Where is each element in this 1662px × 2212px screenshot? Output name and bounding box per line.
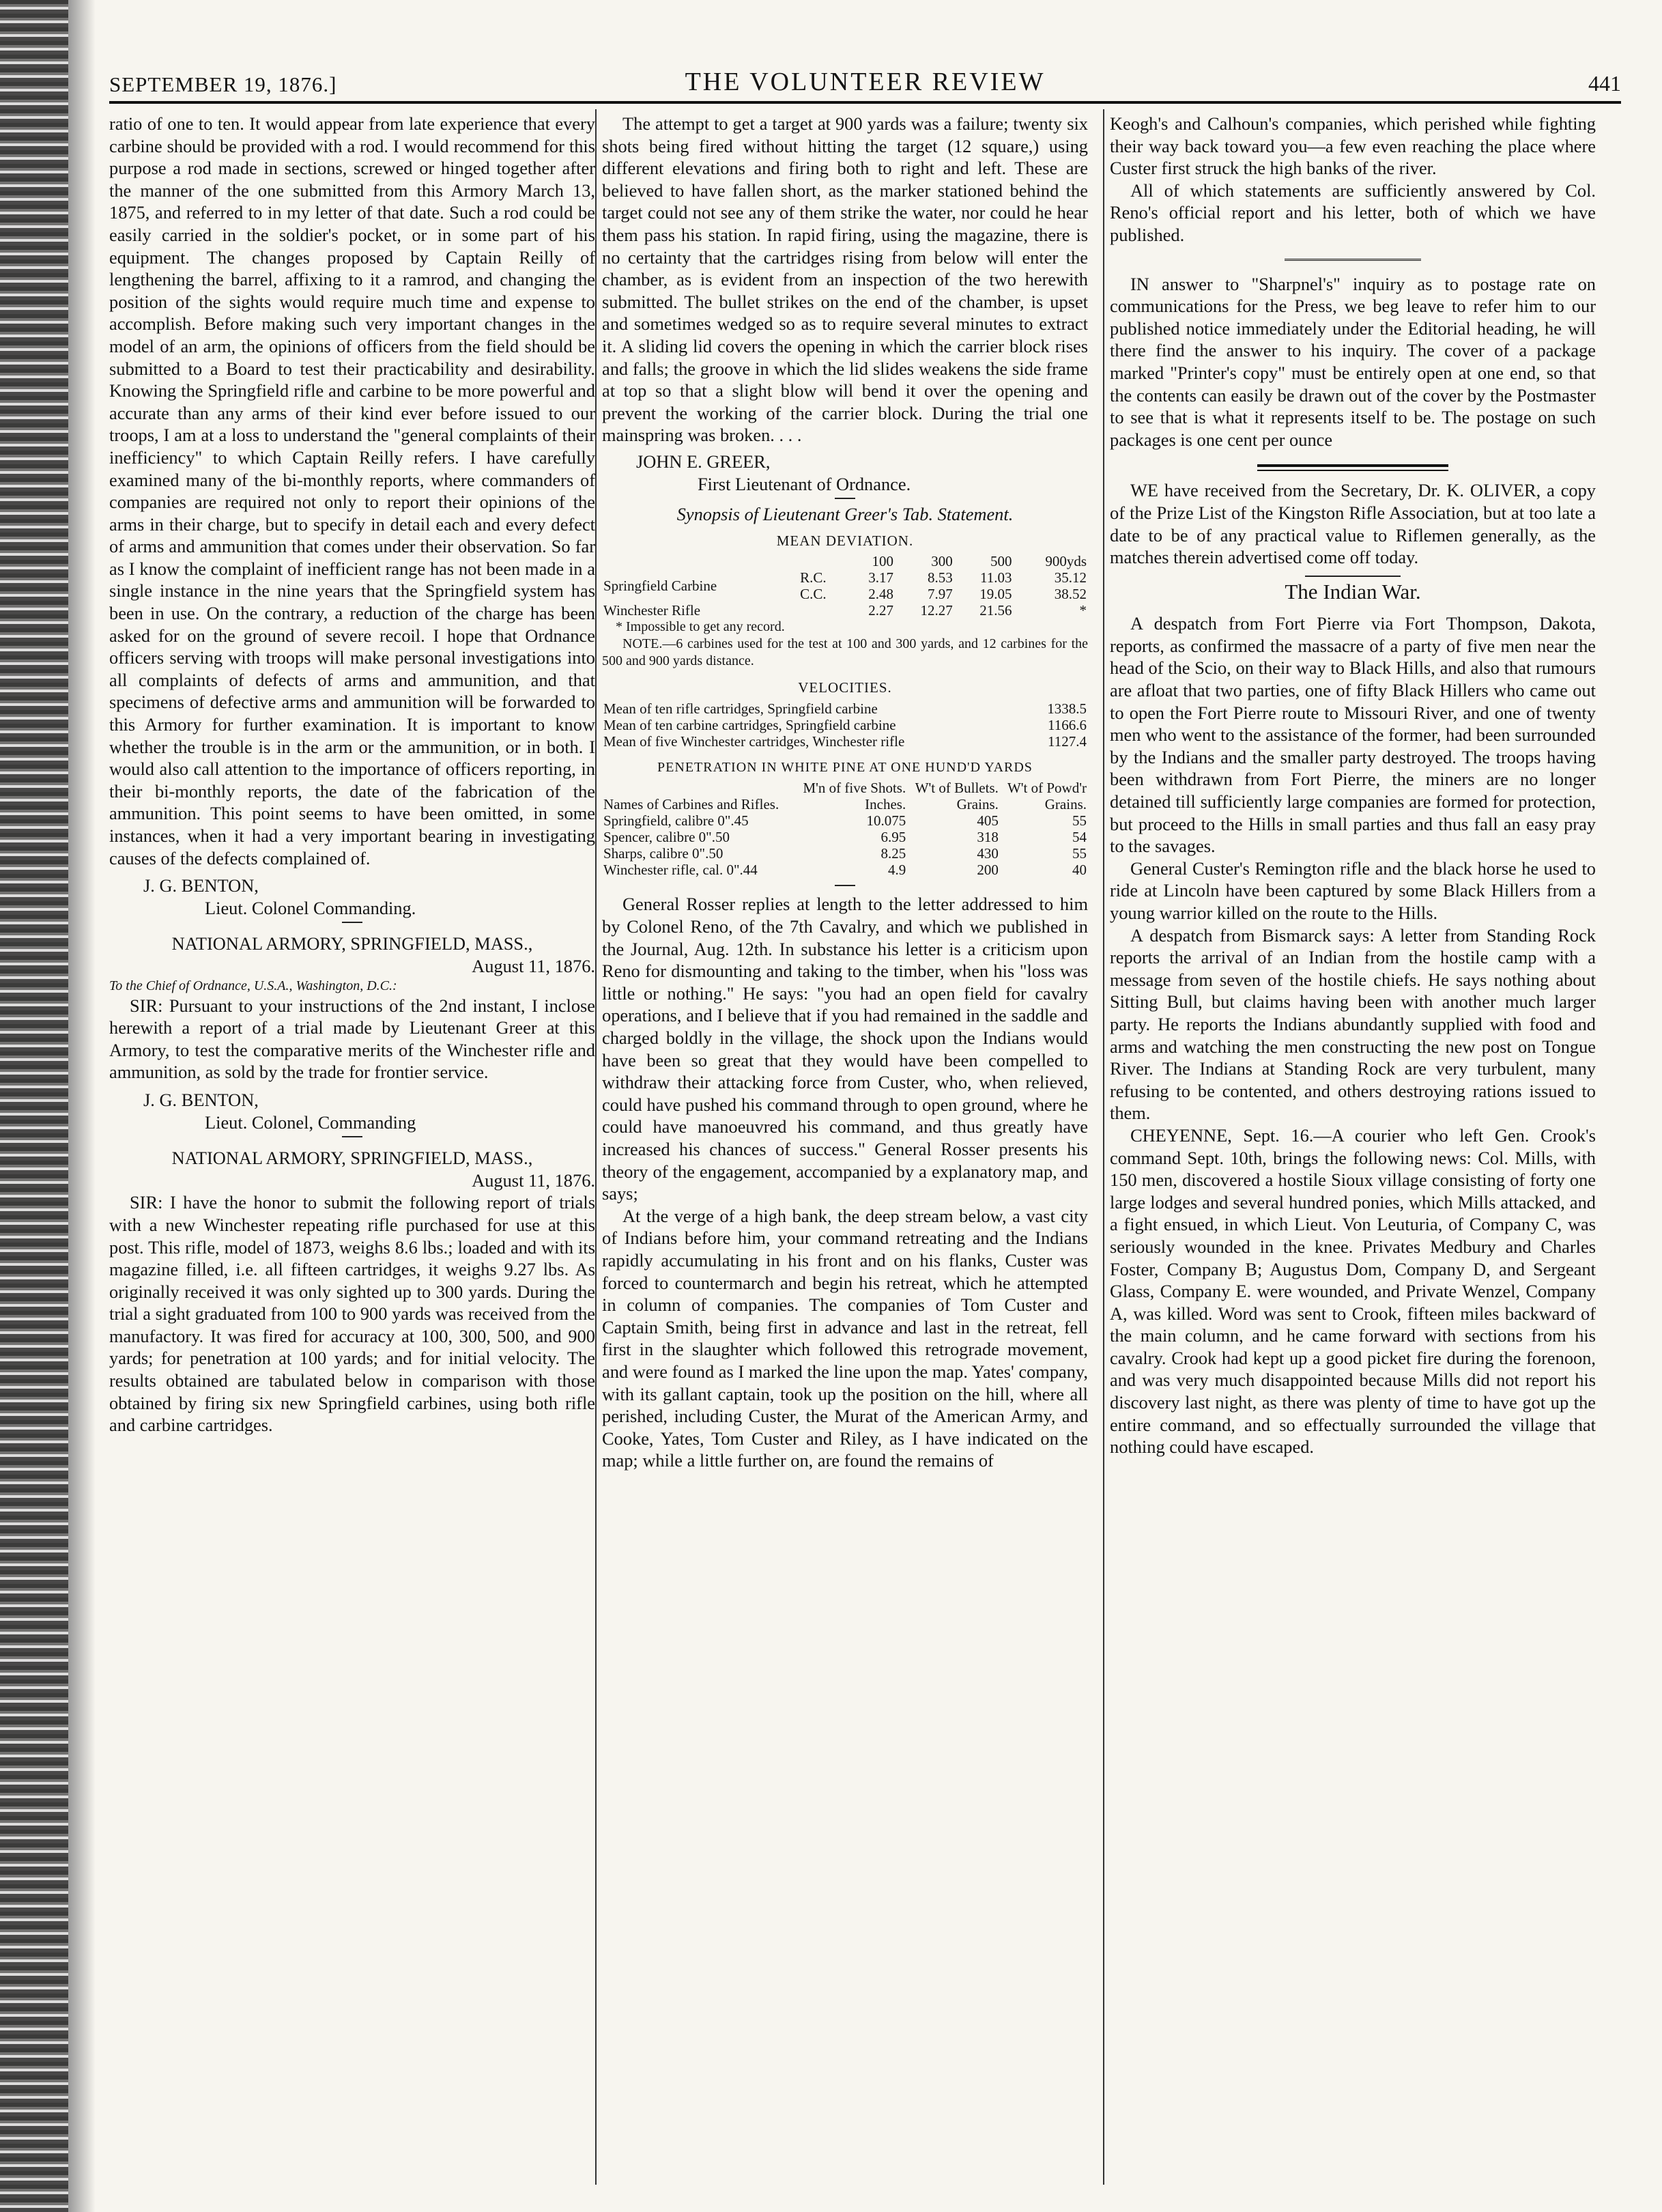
table-cell: Springfield Carbine xyxy=(603,578,717,595)
penetration-table xyxy=(602,780,1088,878)
table-row xyxy=(602,845,1088,862)
table-cell: 2.27 xyxy=(868,602,894,619)
paragraph: General Custer's Remington rifle and the black horse he used to ride at Lincoln have been captured by some Black Hillers from a young warrior killed on the route to the Hills. xyxy=(1110,857,1596,923)
table-cell: 900yds xyxy=(1045,553,1087,570)
column-divider-2 xyxy=(1103,109,1104,2185)
table-cell: 55 xyxy=(1072,845,1087,862)
binding-shadow xyxy=(68,0,96,2212)
table-row xyxy=(602,602,1088,619)
table-cell: 500 xyxy=(990,553,1012,570)
table-cell: Grains. xyxy=(956,796,999,813)
table-cell: 54 xyxy=(1072,829,1087,846)
signature-name: J. G. BENTON, xyxy=(143,1089,259,1110)
signature-title: Lieut. Colonel, Commanding xyxy=(205,1111,416,1133)
table-cell: 1338.5 xyxy=(1047,700,1087,717)
paragraph: All of which statements are sufficiently answered by Col. Reno's official report and his letter, both of which we have published. xyxy=(1110,180,1596,245)
velocities-table xyxy=(602,700,1088,750)
signature-title: First Lieutenant of Ordnance. xyxy=(698,473,911,494)
table-cell: Mean of ten rifle cartridges, Springfield carbine xyxy=(603,700,878,717)
signature-name: JOHN E. GREER, xyxy=(636,451,771,472)
table-cell: 40 xyxy=(1072,862,1087,879)
divider xyxy=(1257,464,1448,471)
signature-title: Lieut. Colonel Commanding. xyxy=(205,897,416,918)
table-cell: Inches. xyxy=(865,796,906,813)
dateline-date: August 11, 1876. xyxy=(472,1169,595,1191)
divider xyxy=(1305,576,1401,577)
table-cell: R.C. xyxy=(800,569,827,586)
table-cell: 8.53 xyxy=(928,569,953,586)
binding-edge xyxy=(0,0,68,2212)
table-cell: 405 xyxy=(977,812,999,830)
table-heading: VELOCITIES. xyxy=(798,679,892,696)
paragraph: A despatch from Bismarck says: A letter from Standing Rock reports the arrival of an Indian from the hostile camp with a message from seven of the hostile chiefs. He says nothing about Sitting Bull, but claims having been with another much larger party. He reports the Indians abundantly supplied with food and arms and watching the men constructing the new post on Tongue River. The Indians at Standing Rock are very turbulent, many refusing to be contented, and others destroying rations issued to them. xyxy=(1110,924,1596,1124)
page-number: 441 xyxy=(1588,71,1621,96)
table-cell: 38.52 xyxy=(1054,586,1087,603)
table-cell: 3.17 xyxy=(868,569,894,586)
dateline: NATIONAL ARMORY, SPRINGFIELD, MASS., xyxy=(171,933,533,954)
table-cell: 19.05 xyxy=(979,586,1012,603)
table-cell: C.C. xyxy=(800,586,827,603)
paragraph: SIR: I have the honor to submit the following report of trials with a new Winchester repeating rifle purchased for use at this post. This rifle, model of 1873, weighs 8.6 lbs.; loaded and with its magazine filled, i.e. all fifteen cartridges, it weighs 9.27 lbs. As originally received it was only sighted up to 300 yards. During the trial a sight graduated from 100 to 900 yards was received from the manufactory. It was fired for accuracy at 100, 300, 500, and 900 yards; for penetration at 100 yards; and for initial velocity. The results obtained are tabulated below in comparison with those obtained by firing six new Springfield carbines, using both rifle and carbine cartridges. xyxy=(109,1192,595,1436)
issue-date: SEPTEMBER 19, 1876.] xyxy=(109,72,337,96)
paragraph: Keogh's and Calhoun's companies, which perished while fighting their way back toward you—a few even reaching the place where Custer first struck the high banks of the river. xyxy=(1110,113,1596,179)
table-cell: 11.03 xyxy=(980,569,1012,586)
table-header-row xyxy=(602,553,1088,569)
table-cell: W't of Bullets. xyxy=(915,780,999,797)
table-cell: 4.9 xyxy=(887,862,906,879)
table-cell: 300 xyxy=(931,553,953,570)
table-heading: PENETRATION IN WHITE PINE AT ONE HUND'D YARDS xyxy=(657,759,1033,775)
table-cell: 2.48 xyxy=(868,586,894,603)
signature-name: J. G. BENTON, xyxy=(143,875,259,896)
paragraph: ratio of one to ten. It would appear from late experience that every carbine should be provided with a rod. I would recommend for this purpose a rod made in sections, screwed or hinged together after the manner of the one submitted from this Armory March 13, 1875, and referred to in my letter of that date. Such a rod could be easily carried in the soldier's pocket, or in some part of his equipment. The changes proposed by Captain Reilly of lengthening the barrel, affixing to it a ramrod, and changing the position of the sights would require much time and expense to accomplish. Before making such very important changes in the model of an arm, the opinions of officers from the field should be submitted to a Board to test their practicability and desirability. Knowing the Springfield rifle and carbine to be more powerful and accurate than any arms of their kind ever before issued to our troops, I am at a loss to understand the "general complaints of their inefficiency" to which Captain Reilly refers. I have carefully examined many of the bi-monthly reports, where commanders of companies are required not only to report their opinions of the arms in their charge, but to specify in detail each and every defect of arms and ammunition that comes under their observation. So far as I know the complaint of inefficient range has not been made in a single instance in the nine years that the Springfield system has been in use. On the contrary, a reduction of the charge has been asked for on the ground of severe recoil. I hope that Ordnance officers serving with troops will make personal investigations into all complaints of defects of arms and ammunition, and that specimens of defective arms and ammunition will be forwarded to this Armory for further examination. It is important to know whether the trouble is in the arm or the ammunition, or in both. I would also call attention to the importance of officers reporting, in their bi-monthly reports, the date of the fabrication of the ammunition. This point seems to have been omitted, in some instances, when it had a very important bearing in investigating causes of the defects complained of. xyxy=(109,113,595,868)
dateline-date: August 11, 1876. xyxy=(472,955,595,976)
footnote: * Impossible to get any record. xyxy=(616,619,785,635)
divider xyxy=(1285,259,1421,261)
divider xyxy=(835,885,855,886)
divider xyxy=(342,922,362,923)
paragraph: A despatch from Fort Pierre via Fort Thompson, Dakota, reports, as confirmed the massacre of a party of five men near the head of the Scio, on their way to Black Hills, and also that rumours are afloat that two parties, one of fifty Black Hillers who came out to open the Fort Pierre route to Missouri River, and one of twenty men who went to the assistance of the former, had been surrounded by the Indians and the smaller party destroyed. The troops having been withdrawn from Fort Pierre, the miners are no longer detained till sufficiently large companies are formed for protection, but proceed to the Hills in small parties and thus fall an easy pray to the savages. xyxy=(1110,613,1596,857)
table-cell: 318 xyxy=(977,829,999,846)
table-cell: * xyxy=(1079,602,1087,619)
table-cell: Winchester Rifle xyxy=(603,602,701,619)
table-cell: 7.97 xyxy=(928,586,953,603)
table-cell: 10.075 xyxy=(866,812,906,830)
table-cell: 8.25 xyxy=(880,845,906,862)
paragraph: SIR: Pursuant to your instructions of the 2nd instant, I inclose herewith a report of a trial made by Lieutenant Greer at this Armory, to test the comparative merits of the Winchester rifle and ammunition, as sold by the trade for frontier service. xyxy=(109,995,595,1083)
table-row xyxy=(602,717,1088,733)
table-row xyxy=(602,733,1088,750)
table-row xyxy=(602,829,1088,845)
table-header-row xyxy=(602,796,1088,812)
table-cell: W't of Powd'r xyxy=(1007,780,1087,797)
table-cell: Sharps, calibre 0".50 xyxy=(603,845,723,862)
table-cell: 1127.4 xyxy=(1048,733,1087,750)
paragraph: WE have received from the Secretary, Dr. K. OLIVER, a copy of the Prize List of the Kingston Rifle Association, but at too late a date to be of any practical value to Riflemen generally, as the matches therein advertised come off today. xyxy=(1110,480,1596,568)
mean-deviation-table xyxy=(602,553,1088,619)
column-3 xyxy=(1110,113,1596,2195)
paragraph: At the verge of a high bank, the deep stream below, a vast city of Indians before him, your command retreating and the Indians rapidly accumulating in his front and on his flanks, Custer was forced to countermarch and begin his retreat, which he attempted in column of companies. The companies of Tom Custer and Captain Smith, being first in advance and last in the retreat, fell first in the slaughter which followed this retrograde movement, and were found as I marked the line upon the map. Yates' company, with its gallant captain, took up the position on the hill, where all perished, including Custer, the Murat of the American Army, and Cooke, Yates, Tom Custer and Riley, as I have indicated on the map; while a little further on, are found the remains of xyxy=(602,1205,1088,1471)
table-cell: 200 xyxy=(977,862,999,879)
table-cell: 55 xyxy=(1072,812,1087,830)
masthead-title: THE VOLUNTEER REVIEW xyxy=(685,68,1046,96)
synopsis-title: Synopsis of Lieutenant Greer's Tab. Statement. xyxy=(676,504,1014,525)
table-cell: Mean of ten carbine cartridges, Springfield carbine xyxy=(603,716,896,733)
table-cell: Grains. xyxy=(1044,796,1087,813)
table-cell: Mean of five Winchester cartridges, Winchester rifle xyxy=(603,733,905,750)
table-note: NOTE.—6 carbines used for the test at 100 and 300 yards, and 12 carbines for the 500 and 900 yards distance. xyxy=(602,636,1088,669)
paragraph: General Rosser replies at length to the letter addressed to him by Colonel Reno, of the 7th Cavalry, and which we published in the Journal, Aug. 12th. In substance his letter is a criticism upon Reno for dismounting and taking to the timber, when his "loss was little or nothing." He says: "you had an open field for cavalry operations, and I believe that if you had remained in the saddle and charged boldly in the village, the shock upon the Indians would have been so great that they would have been compelled to withdraw their attacking force from Custer, who, when relieved, could have pushed his command through to open ground, where he could have manoeuvred his command, and thus greatly have increased his chances of success." General Rosser presents his theory of the engagement, accompanied by a explanatory map, and says; xyxy=(602,894,1088,1204)
column-divider-1 xyxy=(595,109,597,2185)
table-row xyxy=(602,569,1088,586)
table-cell: Winchester rifle, cal. 0".44 xyxy=(603,862,758,879)
column-2 xyxy=(602,113,1088,2195)
table-cell: 6.95 xyxy=(880,829,906,846)
paragraph: IN answer to "Sharpnel's" inquiry as to postage rate on communications for the Press, we beg leave to refer him to our published notice immediately under the Editorial heading, he will there find the answer to his inquiry. The cover of a package marked "Printer's copy" must be entirely open at one end, so that the contents can easily be drawn out of the cover by the Postmaster to see that is what it represents itself to be. The postage on such packages is one cent per ounce xyxy=(1110,273,1596,450)
table-cell: 21.56 xyxy=(979,602,1012,619)
header-rule xyxy=(109,101,1621,104)
table-row xyxy=(602,700,1088,717)
table-cell: 35.12 xyxy=(1054,569,1087,586)
paragraph: The attempt to get a target at 900 yards was a failure; twenty six shots being fired without hitting the target (12 square,) using different elevations and firing both to right and left. These are believed to have fallen short, as the marker stationed behind the target could not see any of them strike the water, nor could he hear them pass his station. In rapid firing, using the magazine, there is no certainty that the cartridges rising from below will enter the chamber, as is evident from an inspection of the two herewith submitted. The bullet strikes on the end of the chamber, is upset and sometimes wedged so as to require several minutes to extract it. A sliding lid covers the opening in which the carrier block rises and falls; the groove in which the lid slides weakens the side frame at top so that a slight blow will bend it over the opening and prevent the working of the carrier block. During the trial one mainspring was broken. . . . xyxy=(602,113,1088,446)
address-line: To the Chief of Ordnance, U.S.A., Washington, D.C.: xyxy=(109,978,397,993)
dateline: NATIONAL ARMORY, SPRINGFIELD, MASS., xyxy=(171,1148,533,1169)
table-cell: 430 xyxy=(977,845,999,862)
table-cell: M'n of five Shots. xyxy=(803,780,906,797)
table-heading: MEAN DEVIATION. xyxy=(776,532,914,549)
column-1 xyxy=(109,113,595,2195)
table-cell: 1166.6 xyxy=(1048,716,1087,733)
paragraph: CHEYENNE, Sept. 16.—A courier who left Gen. Crook's command Sept. 10th, brings the following news: Col. Mills, with 150 men, discovered a hostile Sioux village consisting of forty one large lodges and several hundred ponies, which Mills attacked, and a fight ensued, in which Lieut. Von Leuturia, of Company C, was seriously wounded in the knee. Privates Medbury and Charles Foster, Company B; Augustus Dom, Company D, and Sergeant Glass, Company E. were wounded, and Private Wenzel, Company A, was killed. Word was sent to Crook, fifteen miles backward of the main column, and he came forward with sections from his cavalry. Crook had kept up a good picket fire during the forenoon, and was very much disappointed because Mills did not report his discovery last night, as there was plenty of time to have got up the entire command, and so effectually surrounded the village that nothing could have escaped. xyxy=(1110,1124,1596,1458)
table-cell: 12.27 xyxy=(920,602,953,619)
table-row xyxy=(602,812,1088,829)
table-header-row xyxy=(602,780,1088,796)
table-cell: Spencer, calibre 0".50 xyxy=(603,829,730,846)
table-cell: Springfield, calibre 0".45 xyxy=(603,812,749,830)
table-row xyxy=(602,862,1088,878)
table-cell: Names of Carbines and Rifles. xyxy=(603,796,779,813)
page-header xyxy=(109,61,1621,102)
divider xyxy=(342,1136,362,1137)
section-title: The Indian War. xyxy=(1285,579,1421,604)
table-cell: 100 xyxy=(872,553,894,570)
divider xyxy=(835,498,855,499)
